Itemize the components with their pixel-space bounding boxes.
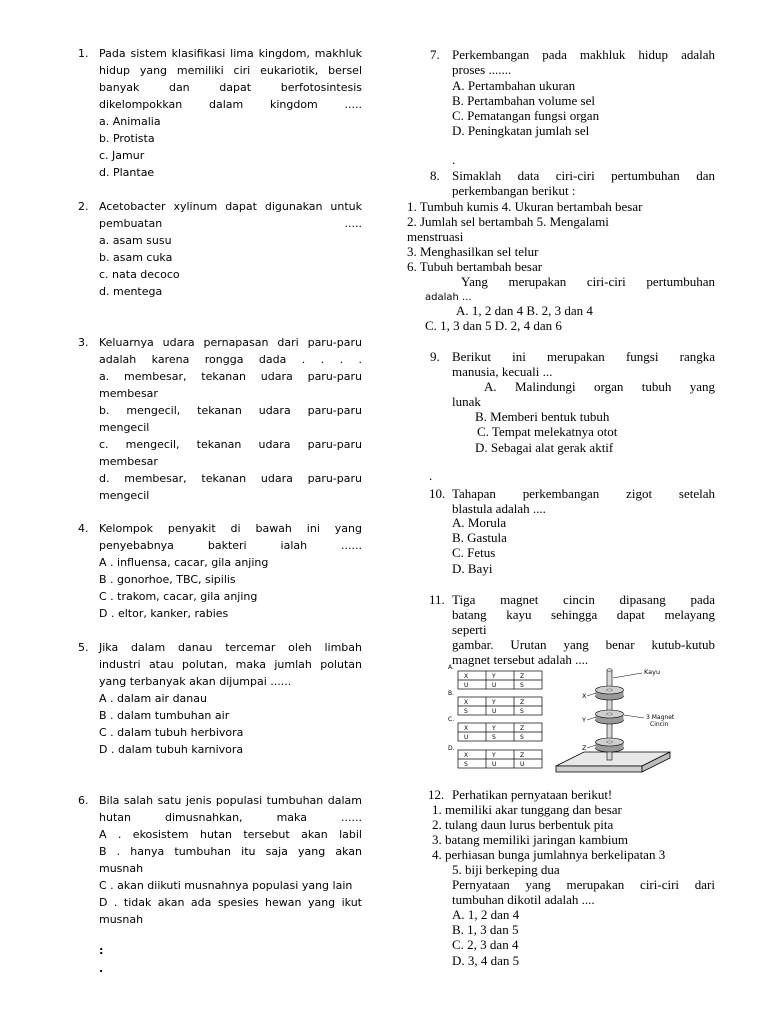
q8-ask: Yang merupakan ciri-ciri pertumbuhan xyxy=(461,274,715,289)
fig-letter: A. xyxy=(448,664,454,671)
q12-option: D. 3, 4 dan 5 xyxy=(452,953,520,968)
q2-option: c. nata decoco xyxy=(99,268,180,281)
q2-number: 2. xyxy=(78,200,89,213)
q8-line: perkembangan berikut : xyxy=(452,183,576,198)
q12-line: tumbuhan dikotil adalah .... xyxy=(452,892,595,907)
q5-option: B . dalam tumbuhan air xyxy=(99,709,230,722)
q12-title: Perhatikan pernyataan berikut! xyxy=(452,787,613,802)
q12-item: 3. batang memiliki jaringan kambium xyxy=(432,832,629,847)
q5-line: industri atau polutan, maka jumlah polutan xyxy=(99,658,362,671)
q3-line: d. membesar, tekanan udara paru-paru xyxy=(99,472,362,485)
q2-option: b. asam cuka xyxy=(99,251,173,264)
q6-line: musnah xyxy=(99,862,144,875)
cell: U xyxy=(492,761,497,768)
cell: Z xyxy=(520,725,525,732)
q11-line: gambar. Urutan yang benar kutub-kutub xyxy=(452,637,715,652)
q5-number: 5. xyxy=(78,641,89,654)
cell: Y xyxy=(492,752,496,759)
q8-item: 1. Tumbuh kumis 4. Ukuran bertambah besar xyxy=(407,199,643,214)
q7-line: Perkembangan pada makhluk hidup adalah xyxy=(452,47,715,62)
q7-line: proses ....... xyxy=(452,62,512,77)
option-table-a xyxy=(458,671,542,689)
q8-item: 2. Jumlah sel bertambah 5. Mengalami xyxy=(407,214,609,229)
cell: U xyxy=(464,734,469,741)
q8-item: menstruasi xyxy=(407,229,464,244)
q3-line: mengecil xyxy=(99,489,150,502)
cell: X xyxy=(464,699,469,706)
label-y: Y xyxy=(582,716,586,724)
fig-letter: B. xyxy=(448,690,455,697)
q3-number: 3. xyxy=(78,336,89,349)
q8-ask: adalah ... xyxy=(425,292,472,303)
q10-option: A. Morula xyxy=(452,515,507,530)
q7-number: 7. xyxy=(430,47,440,62)
q3-line: c. mengecil, tekanan udara paru-paru xyxy=(99,438,362,451)
q8-number: 8. xyxy=(430,168,440,183)
q4-option: C . trakom, cacar, gila anjing xyxy=(99,590,258,603)
q8-line: Simaklah data ciri-ciri pertumbuhan dan xyxy=(452,168,715,183)
q5-option: D . dalam tubuh karnivora xyxy=(99,743,244,756)
cell: X xyxy=(464,752,469,759)
trailing-colon: : xyxy=(99,944,104,957)
q8-item: 6. Tubuh bertambah besar xyxy=(407,259,543,274)
cell: U xyxy=(520,761,525,768)
q1-option: a. Animalia xyxy=(99,115,161,128)
cell: U xyxy=(492,682,497,689)
cell: S xyxy=(520,682,524,689)
q12-option: C. 2, 3 dan 4 xyxy=(452,937,519,952)
magnet-figure xyxy=(446,662,722,780)
q6-line: D . tidak akan ada spesies hewan yang ikut xyxy=(99,896,362,909)
q1-number: 1. xyxy=(78,47,89,60)
cell: S xyxy=(464,708,468,715)
q4-option: D . eltor, kanker, rabies xyxy=(99,607,229,620)
q7-option: C. Pematangan fungsi organ xyxy=(452,108,600,123)
q10-option: D. Bayi xyxy=(452,561,493,576)
q5-line: yang terbanyak akan dijumpai ...... xyxy=(99,675,292,688)
q4-number: 4. xyxy=(78,522,89,535)
q7-option: B. Pertambahan volume sel xyxy=(452,93,595,108)
q11-line: magnet tersebut adalah .... xyxy=(452,652,589,667)
q10-option: C. Fetus xyxy=(452,545,496,560)
q12-line: Pernyataan yang merupakan ciri-ciri dari xyxy=(452,877,715,892)
option-table-c xyxy=(458,723,542,741)
magnet-apparatus-illustration xyxy=(556,668,675,772)
cell: U xyxy=(492,708,497,715)
fig-letter: C. xyxy=(448,716,455,723)
q8-item: 3. Menghasilkan sel telur xyxy=(407,244,539,259)
cell: S xyxy=(520,734,524,741)
cell: X xyxy=(464,725,469,732)
q7-option: D. Peningkatan jumlah sel xyxy=(452,123,590,138)
cell: X xyxy=(464,673,469,680)
cell: U xyxy=(464,682,469,689)
q11-number: 11. xyxy=(429,592,445,607)
q12-item: 1. memiliki akar tunggang dan besar xyxy=(432,802,622,817)
q2-option: d. mentega xyxy=(99,285,163,298)
option-table-d xyxy=(458,750,542,768)
cell: Z xyxy=(520,699,525,706)
q6-line: musnah xyxy=(99,913,144,926)
q12-number: 12. xyxy=(428,787,445,802)
cell: Y xyxy=(492,699,496,706)
q3-line: a. membesar, tekanan udara paru-paru xyxy=(99,370,362,383)
label-magnet: Cincin xyxy=(650,721,669,728)
q1-line: Pada sistem klasifikasi lima kingdom, makhluk xyxy=(99,47,362,60)
q6-line: hutan dimusnahkan, maka ...... xyxy=(99,811,362,824)
q3-line: adalah karena rongga dada . . . . xyxy=(99,353,362,366)
q8-options: C. 1, 3 dan 5 D. 2, 4 dan 6 xyxy=(425,318,562,333)
q2-option: a. asam susu xyxy=(99,234,172,247)
q9-option: D. Sebagai alat gerak aktif xyxy=(475,440,614,455)
q12-item: 4. perhiasan bunga jumlahnya berkelipatan 3 xyxy=(432,847,666,862)
q2-line: Acetobacter xylinum dapat digunakan untuk xyxy=(99,200,362,213)
q4-option: B . gonorhoe, TBC, sipilis xyxy=(99,573,236,586)
q9-option: B. Memberi bentuk tubuh xyxy=(475,409,610,424)
q11-line: Tiga magnet cincin dipasang pada xyxy=(452,592,715,607)
fig-letter: D. xyxy=(448,745,455,752)
q9-option: C. Tempat melekatnya otot xyxy=(477,424,618,439)
cell: Z xyxy=(520,673,525,680)
q12-item: 5. biji berkeping dua xyxy=(452,862,560,877)
q3-line: b. mengecil, tekanan udara paru-paru xyxy=(99,404,362,417)
q11-line: batang kayu sehingga dapat melayang xyxy=(452,607,715,622)
cell: Y xyxy=(492,725,496,732)
label-x: X xyxy=(582,692,587,700)
q12-option: A. 1, 2 dan 4 xyxy=(452,907,520,922)
q3-line: Keluarnya udara pernapasan dari paru-paru xyxy=(99,336,362,349)
q10-line: Tahapan perkembangan zigot setelah xyxy=(452,486,715,501)
q1-option: b. Protista xyxy=(99,132,155,145)
label-kayu: Kayu xyxy=(644,668,661,676)
q10-number: 10. xyxy=(429,486,446,501)
q6-line: A . ekosistem hutan tersebut akan labil xyxy=(99,828,362,841)
q8-options: A. 1, 2 dan 4 B. 2, 3 dan 4 xyxy=(456,303,593,318)
q7-option: A. Pertambahan ukuran xyxy=(452,78,576,93)
q4-line: penyebabnya bakteri ialah ...... xyxy=(99,539,362,552)
q9-line: Berikut ini merupakan fungsi rangka xyxy=(452,349,715,364)
q9-number: 9. xyxy=(430,349,440,364)
q6-line: Bila salah satu jenis populasi tumbuhan dalam xyxy=(99,794,362,807)
q2-line: pembuatan ..... xyxy=(99,217,362,230)
q5-line: Jika dalam danau tercemar oleh limbah xyxy=(99,641,362,654)
q9-option: lunak xyxy=(452,394,481,409)
q6-line: C . akan diikuti musnahnya populasi yang lain xyxy=(99,879,353,892)
q11-line: seperti xyxy=(452,622,487,637)
label-magnet: 3 Magnet xyxy=(646,714,675,721)
cell: Y xyxy=(492,673,496,680)
q10-option: B. Gastula xyxy=(452,530,507,545)
q5-option: A . dalam air danau xyxy=(99,692,207,705)
label-z: Z xyxy=(582,744,587,752)
q9-line: manusia, kecuali ... xyxy=(452,364,553,379)
q12-option: B. 1, 3 dan 5 xyxy=(452,922,519,937)
cell: S xyxy=(492,734,496,741)
q1-line: banyak dan dapat berfotosintesis xyxy=(99,81,362,94)
q9-option: A. Malindungi organ tubuh yang xyxy=(484,379,715,394)
trailing-dot: . xyxy=(99,962,104,975)
option-table-b xyxy=(458,697,542,715)
q3-line: membesar xyxy=(99,455,158,468)
cell: Z xyxy=(520,752,525,759)
q12-item: 2. tulang daun lurus berbentuk pita xyxy=(432,817,614,832)
q3-line: mengecil xyxy=(99,421,150,434)
q6-line: B . hanya tumbuhan itu saja yang akan xyxy=(99,845,362,858)
q1-line: dikelompokkan dalam kingdom ..... xyxy=(99,98,362,111)
q1-option: d. Plantae xyxy=(99,166,155,179)
cell: S xyxy=(520,708,524,715)
q1-line: hidup yang memiliki ciri eukariotik, bersel xyxy=(99,64,362,77)
q7-dot: . xyxy=(452,152,456,167)
q5-option: C . dalam tubuh herbivora xyxy=(99,726,244,739)
q4-line: Kelompok penyakit di bawah ini yang xyxy=(99,522,362,535)
q1-option: c. Jamur xyxy=(99,149,145,162)
q4-option: A . influensa, cacar, gila anjing xyxy=(99,556,269,569)
q6-number: 6. xyxy=(78,794,89,807)
q9-dot: . xyxy=(429,468,433,483)
q3-line: membesar xyxy=(99,387,158,400)
cell: S xyxy=(464,761,468,768)
q10-line: blastula adalah .... xyxy=(452,501,546,516)
